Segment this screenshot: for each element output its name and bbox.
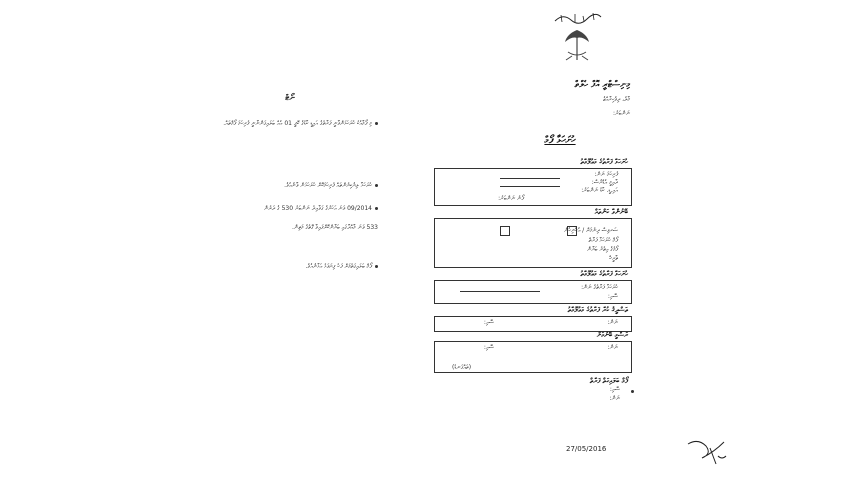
note-bullet (375, 265, 378, 268)
notes-title: ނޯޓް (285, 93, 295, 102)
section-heading-verifier: ތަސްދީޤު ކުރާ ފަރާތުގެ މަޢުލޫމާތު (567, 306, 628, 314)
document-date: 27/05/2016 (566, 445, 607, 453)
fill-line (500, 178, 560, 179)
note-text: ހުށަހަޅާ ލިޔެކިޔުންތައް ފުރިހަމަކޮށް ހުށަހަޅަން ވާނެއެވެ. (284, 182, 372, 189)
note-item (168, 222, 378, 233)
fill-line (460, 291, 540, 292)
submitter-name-label: ހުށަހަޅާ ފަރާތުގެ ނަން: (581, 284, 618, 291)
national-emblem-svg (562, 26, 592, 66)
bismillah-calligraphy-svg (553, 11, 603, 25)
section-heading-applicant: ހުށަހަޅާ ފަރާތުގެ މަޢުލޫމާތު (580, 158, 628, 166)
note-item (168, 261, 378, 272)
official-stamp-label: (ތައްގަނޑު) (452, 364, 472, 371)
section-heading-submitter: ހުށަހަޅާ ފަރާތުގެ މަޢުލޫމާތު (580, 270, 628, 278)
request-option-checkbox[interactable] (500, 226, 510, 236)
field-phone: ފޯނު ނަންބަރު: (498, 195, 524, 202)
received-by-heading: ފޯމް ބަލައިގަތް ފަރާތް (589, 377, 628, 385)
note-bullet (375, 122, 378, 125)
note-text: 533 ވަނަ މާއްދާގައި ބަޔާންކޮށްފައިވާ ގޮތުގެ މަތިން. (292, 224, 378, 231)
handwritten-signature (684, 436, 730, 466)
verifier-info-box (434, 316, 632, 332)
note-text: ފޯމް ބަލައިގަތުމަށް ފަހު ފިޔަވަޅު އަޅާނެއެވެ. (305, 263, 372, 270)
request-submitter: ފޯމް ހުށަހަޅާ ފަރާތް (588, 237, 618, 244)
submitter-signature-label: ސޮއި: (607, 293, 618, 300)
request-date: ތާރީޚް (609, 255, 618, 262)
note-text: މި ފޯމާއެކު ހުށަހަޅަންވާނީ ފަރާތުގެ އައިޑީ ކާޑުގެ ކޮޕީ 01 އެއް ބަލައިގަންނާނީ ފުރިހަމަ ފޯމްތައް. (223, 120, 372, 127)
note-bullet (375, 207, 378, 210)
received-signature-label: ސޮއި: (609, 386, 620, 393)
bismillah-calligraphy (553, 10, 603, 24)
fill-line (500, 186, 560, 187)
handwritten-signature-svg (684, 436, 730, 466)
institution-city: މާލެ، ދިވެހިރާއްޖެ (602, 96, 630, 103)
request-details: ފޯމުގެ އިތުރު ބަޔާން (587, 246, 618, 253)
note-text: 09/2014 ވަނަ އަހަރުގެ ގަވާއިދު ނަންބަރު 530 ގެ ދަށުން (263, 205, 372, 212)
official-signature-label: ސޮއި: (483, 344, 494, 351)
official-name-label: ނަން: (607, 344, 618, 351)
received-bullet (631, 390, 634, 393)
field-address: ދާއިމީ އެޑްރެސް: (591, 179, 618, 186)
form-title: ހުށަހަޅާ ފޯމް (544, 135, 576, 146)
field-id-card: އައި.ޑީ. ކާޑު ނަންބަރު: (581, 187, 618, 194)
field-full-name: ފުރިހަމަ ނަން: (594, 171, 618, 178)
section-heading-official: ރަސްމީ ބޭނުމަށް (596, 331, 628, 339)
national-emblem-icon (562, 26, 592, 66)
note-item (168, 118, 378, 129)
note-item (168, 180, 378, 191)
verifier-signature-label: ސޮއި: (483, 319, 494, 326)
request-option-label: ސަރވިސް ދިނުމަށް / އެހެނިހެން (564, 227, 618, 234)
reference-number: ނަންބަރު: (613, 110, 630, 117)
received-name-label: ނަން: (609, 395, 620, 402)
verifier-name-label: ނަން: (607, 319, 618, 326)
note-bullet (375, 184, 378, 187)
section-heading-request: ބޭނުންވާ ކަންތައް (594, 208, 628, 216)
institution-name: މިނިސްޓްރީ އޮފް ހެލްތް (574, 80, 630, 90)
note-item (168, 203, 378, 214)
